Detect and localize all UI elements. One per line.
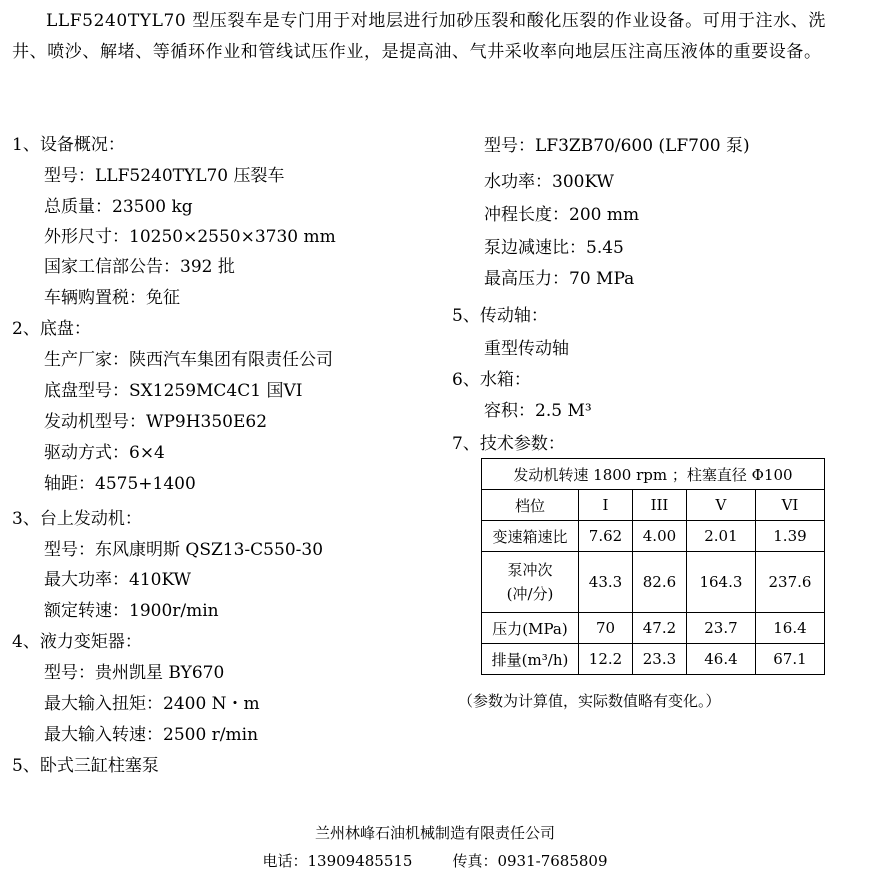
contact-line xyxy=(0,850,870,871)
spec-line: 泵边减速比：5.45 xyxy=(484,238,624,258)
spec-line: 国家工信部公告：392 批 xyxy=(44,257,235,277)
section-title-driveshaft: 5、传动轴： xyxy=(452,306,548,326)
table-cell: 43.3 xyxy=(579,552,633,613)
section-title-chassis: 2、底盘： xyxy=(12,319,91,339)
row-label: 泵冲次 (冲/分) xyxy=(482,552,579,613)
table-row xyxy=(482,521,825,552)
spec-line: 最大输入转速：2500 r/min xyxy=(44,725,259,745)
spec-line: 发动机型号：WP9H350E62 xyxy=(44,412,268,432)
spec-line: 最高压力：70 MPa xyxy=(484,269,635,289)
spec-line: 底盘型号：SX1259MC4C1 国VI xyxy=(44,381,303,401)
table-header-cell: I xyxy=(579,490,633,521)
spec-line: 冲程长度：200 mm xyxy=(484,205,640,225)
table-cell: 23.7 xyxy=(686,613,755,644)
intro-paragraph: LLF5240TYL70 型压裂车是专门用于对地层进行加砂压裂和酸化压裂的作业设备。可用于注水、洗井、喷沙、解堵、等循环作业和管线试压作业，是提高油、气井采收率向地层压注高压液体的重要设备。 xyxy=(12,11,826,62)
table-note: （参数为计算值，实际数值略有变化。） xyxy=(458,692,721,710)
table-cell: 82.6 xyxy=(632,552,686,613)
row-label: 排量(m³/h) xyxy=(482,644,579,675)
section-title-overview: 1、设备概况： xyxy=(12,135,125,155)
table-row xyxy=(482,613,825,644)
table-row xyxy=(482,552,825,613)
company-name: 兰州林峰石油机械制造有限责任公司 xyxy=(314,824,555,842)
spec-line: 生产厂家：陕西汽车集团有限责任公司 xyxy=(44,350,333,370)
spec-line: 重型传动轴 xyxy=(484,339,569,359)
row-label: 变速箱速比 xyxy=(482,521,579,552)
table-cell: 47.2 xyxy=(632,613,686,644)
table-header-cell: VI xyxy=(755,490,824,521)
spec-line: 轴距：4575+1400 xyxy=(44,474,196,494)
table-cell: 2.01 xyxy=(686,521,755,552)
spec-line: 容积：2.5 M³ xyxy=(484,401,592,421)
spec-line: 车辆购置税：免征 xyxy=(44,288,180,308)
table-header-cell: 档位 xyxy=(482,490,579,521)
spec-line: 外形尺寸：10250×2550×3730 mm xyxy=(44,227,336,247)
table-cell: 67.1 xyxy=(755,644,824,675)
table-header-row xyxy=(482,490,825,521)
table-row xyxy=(482,644,825,675)
table-cell: 70 xyxy=(579,613,633,644)
spec-line: 驱动方式：6×4 xyxy=(44,443,165,463)
spec-line: 最大输入扭矩：2400 N・m xyxy=(44,694,260,714)
table-title: 发动机转速 1800 rpm ；柱塞直径 Φ100 xyxy=(482,459,825,490)
table-cell: 46.4 xyxy=(686,644,755,675)
table-cell: 23.3 xyxy=(632,644,686,675)
table-cell: 4.00 xyxy=(632,521,686,552)
row-label: 压力(MPa) xyxy=(482,613,579,644)
section-title-torque-converter: 4、液力变矩器： xyxy=(12,632,142,652)
section-title-engine: 3、台上发动机： xyxy=(12,509,142,529)
table-cell: 237.6 xyxy=(755,552,824,613)
table-cell: 16.4 xyxy=(755,613,824,644)
spec-line: 型号：东风康明斯 QSZ13-C550-30 xyxy=(44,540,324,560)
spec-line: 型号：贵州凯星 BY670 xyxy=(44,663,225,683)
fax-number: 传真：0931-7685809 xyxy=(452,852,608,870)
phone-number: 电话：13909485515 xyxy=(262,852,413,870)
table-header-cell: V xyxy=(686,490,755,521)
spec-line: 型号：LF3ZB70/600 (LF700 泵) xyxy=(484,136,750,156)
spec-line: 额定转速：1900r/min xyxy=(44,601,219,621)
section-title-pump: 5、卧式三缸柱塞泵 xyxy=(12,756,159,776)
spec-line: 总质量：23500 kg xyxy=(44,197,193,217)
table-cell: 164.3 xyxy=(686,552,755,613)
spec-line: 最大功率：410KW xyxy=(44,570,192,590)
table-cell: 7.62 xyxy=(579,521,633,552)
spec-line: 水功率：300KW xyxy=(484,172,615,192)
section-title-tech-params: 7、技术参数： xyxy=(452,434,565,454)
tech-params-table xyxy=(481,458,825,675)
table-cell: 1.39 xyxy=(755,521,824,552)
table-header-cell: III xyxy=(632,490,686,521)
section-title-water-tank: 6、水箱： xyxy=(452,370,531,390)
spec-line: 型号：LLF5240TYL70 压裂车 xyxy=(44,166,285,186)
table-cell: 12.2 xyxy=(579,644,633,675)
